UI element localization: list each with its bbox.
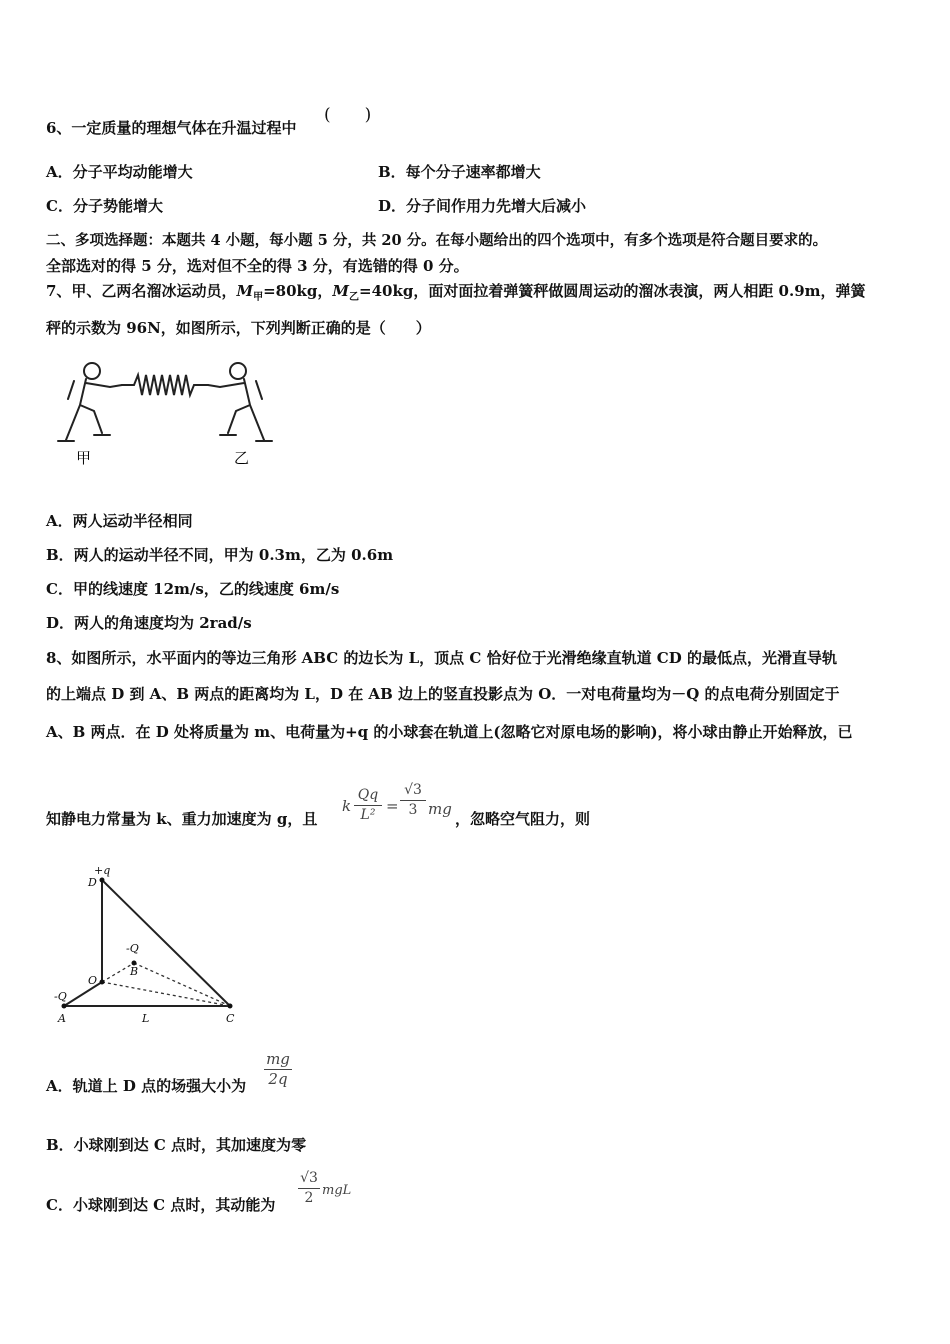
q8-option-a-num: mg	[266, 1050, 290, 1068]
q8-option-c-num: √3	[300, 1170, 318, 1186]
spring-balance	[122, 375, 208, 395]
skater-right-body	[208, 379, 264, 440]
q7-stem-line2: 秤的示数为 96N，如图所示，下列判断正确的是（ ）	[46, 319, 431, 337]
track-DC	[102, 880, 230, 1006]
q8-stem-line4-prefix: 知静电力常量为 k、重力加速度为 g，且	[46, 810, 318, 828]
point-A	[62, 1004, 67, 1009]
skater-left-backpack	[68, 381, 74, 399]
label-D-charge: +q	[94, 864, 111, 877]
q6-option-d: D．分子间作用力先增大后减小	[378, 197, 587, 215]
q7-m2-value: =40kg，面对面拉着弹簧秤做圆周运动的溜冰表演，两人相距 0.9m，弹簧	[359, 282, 866, 300]
skater-left-head	[84, 363, 100, 379]
point-D	[100, 878, 105, 883]
point-O	[100, 980, 105, 985]
label-L: L	[142, 1012, 150, 1025]
q8-formula-frac-left	[354, 787, 382, 824]
label-C: C	[226, 1012, 235, 1025]
q8-stem-line2: 的上端点 D 到 A、B 两点的距离均为 L，D 在 AB 边上的竖直投影点为 O．一对电荷量均为－Q 的点电荷分别固定于	[46, 685, 840, 703]
q8-stem-line4-suffix: ，忽略空气阻力，则	[455, 810, 591, 828]
q7-m2-symbol: M	[332, 282, 349, 300]
dashed-BC	[134, 963, 230, 1006]
label-D: D	[88, 876, 97, 889]
q8-formula-frac-right	[400, 782, 426, 819]
q8-formula-mg: mg	[428, 800, 452, 818]
q8-triangle-figure	[50, 860, 250, 1030]
skater-left-body	[66, 379, 122, 440]
label-A: A	[58, 1012, 66, 1025]
q7-skaters-figure	[50, 355, 280, 470]
q7-option-d: D．两人的角速度均为 2rad/s	[46, 614, 252, 632]
label-A-charge: -Q	[54, 990, 67, 1003]
section2-heading: 二、多项选择题：本题共 4 小题，每小题 5 分，共 20 分。在每小题给出的四个选项中，有多个选项是符合题目要求的。	[46, 232, 828, 249]
skater-right-head	[230, 363, 246, 379]
q8-option-b: B．小球刚到达 C 点时，其加速度为零	[46, 1136, 307, 1154]
q6-option-b: B．每个分子速率都增大	[378, 163, 541, 181]
q7-option-b: B．两人的运动半径不同，甲为 0.3m，乙为 0.6m	[46, 546, 394, 564]
q7-prefix: 7、甲、乙两名溜冰运动员，	[46, 282, 237, 300]
q8-formula-rnum: √3	[404, 782, 422, 798]
skater-right-label: 乙	[234, 449, 250, 467]
q7-option-a: A．两人运动半径相同	[46, 512, 193, 530]
q8-option-a: A．轨道上 D 点的场强大小为	[46, 1077, 247, 1095]
q6-stem: 6、一定质量的理想气体在升温过程中	[46, 119, 297, 137]
q6-option-a: A．分子平均动能增大	[46, 163, 193, 181]
q7-m1-symbol: M	[236, 282, 254, 300]
q8-formula-rden: 3	[408, 802, 418, 818]
q8-option-c-den: 2	[304, 1190, 314, 1206]
q7-stem-line1	[46, 280, 866, 303]
q7-m1-sub: 甲	[253, 292, 264, 303]
q8-stem-line3: A、B 两点．在 D 处将质量为 m、电荷量为+q 的小球套在轨道上(忽略它对原电场的影响)，将小球由静止开始释放，已	[46, 723, 853, 741]
q8-option-a-den: 2q	[268, 1070, 288, 1088]
point-C	[228, 1004, 233, 1009]
q8-formula-den: L²	[360, 807, 376, 823]
q7-m2-sub: 乙	[349, 292, 359, 303]
label-B: B	[130, 965, 139, 978]
skater-right-backpack	[256, 381, 262, 399]
skater-left-label: 甲	[76, 449, 92, 467]
q8-formula-num: Qq	[357, 787, 379, 803]
q8-stem-line1: 8、如图所示，水平面内的等边三角形 ABC 的边长为 L，顶点 C 恰好位于光滑绝缘直轨道 CD 的最低点，光滑直导轨	[46, 649, 837, 667]
label-B-charge: -Q	[126, 942, 139, 955]
q8-option-a-fraction	[264, 1051, 292, 1088]
section2-instructions: 全部选对的得 5 分，选对但不全的得 3 分，有选错的得 0 分。	[46, 257, 469, 275]
q8-formula-k: k	[342, 797, 352, 815]
q7-option-c: C．甲的线速度 12m/s，乙的线速度 6m/s	[46, 580, 340, 598]
q6-option-c: C．分子势能增大	[46, 197, 163, 215]
q8-option-c-fraction	[298, 1170, 320, 1207]
q8-option-c: C．小球刚到达 C 点时，其动能为	[46, 1196, 276, 1214]
q8-formula-eq: =	[386, 797, 399, 815]
q8-option-c-tail: mgL	[322, 1183, 352, 1198]
q6-answer-paren: ( )	[324, 105, 372, 125]
dashed-OC	[102, 982, 230, 1006]
label-O: O	[88, 974, 98, 987]
q7-m1-value: =80kg，	[263, 282, 333, 300]
